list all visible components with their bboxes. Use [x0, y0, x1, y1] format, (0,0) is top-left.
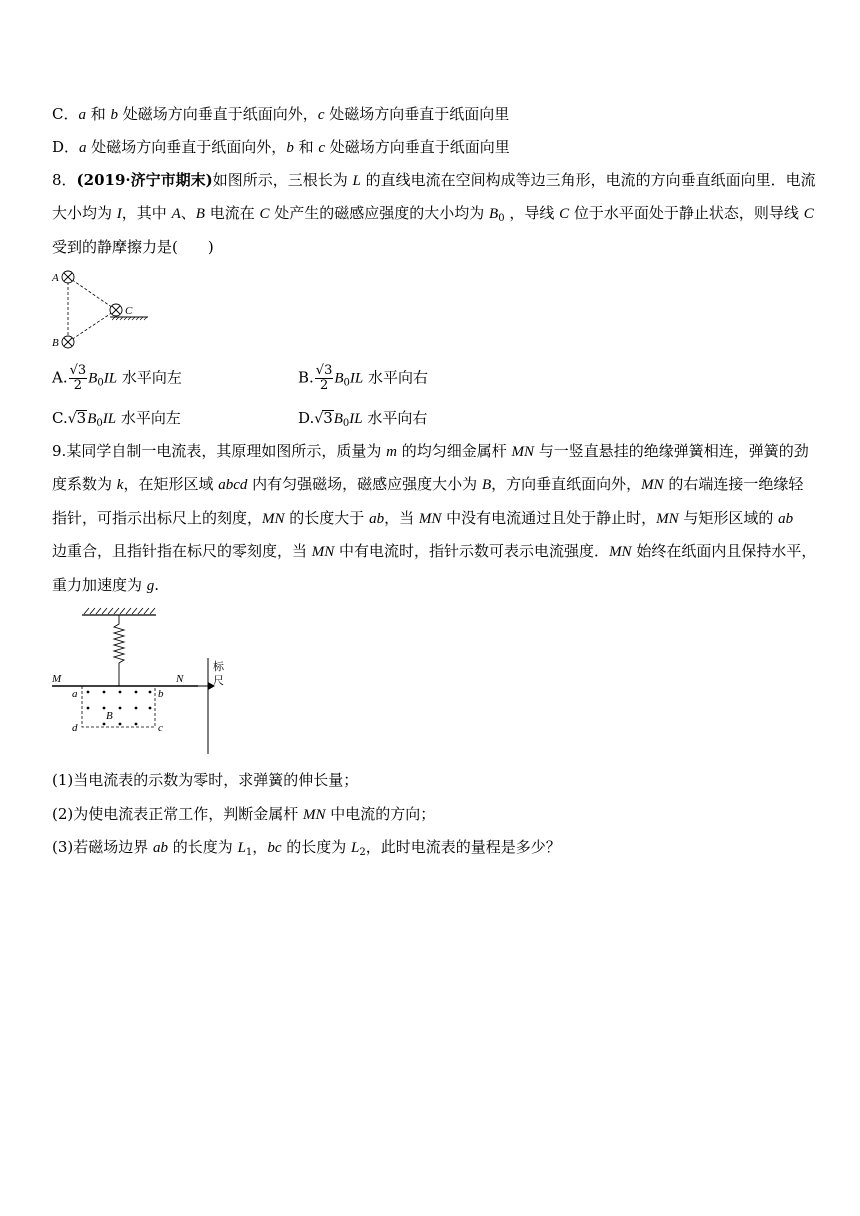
q9-line-2: 度系数为 k，在矩形区域 abcd 内有匀强磁场，磁感应强度大小为 B，方向垂直纸面向外，MN 的右端连接一绝缘轻: [52, 475, 804, 493]
q9-line-4: 边重合，且指针指在标尺的零刻度，当 MN 中有电流时，指针示数可表示电流强度．MN 始终在纸面内且保持水平，: [52, 542, 817, 560]
scale-label-2: 尺: [213, 675, 224, 687]
q9-sub-2: (2)为使电流表正常工作，判断金属杆 MN 中电流的方向；: [52, 805, 436, 823]
q8-option-b[interactable]: B. $\frac{√3}{2}$ $B_0IL$ 水平向右: [298, 363, 429, 393]
field-dots-icon: [87, 691, 152, 726]
q7-option-c: C．a 和 b 处磁场方向垂直于纸面向外，c 处磁场方向垂直于纸面向里: [52, 105, 510, 123]
q9-line-3: 指针，可指示出标尺上的刻度，MN 的长度大于 ab，当 MN 中没有电流通过且处于静止时，MN 与矩形区域的 ab: [52, 509, 794, 527]
q9-sub-1: (1)当电流表的示数为零时，求弹簧的伸长量；: [52, 771, 359, 789]
label-b: B: [52, 337, 59, 349]
label-a: a: [72, 688, 78, 700]
q8-line-3: 受到的静摩擦力是( ): [52, 238, 214, 256]
q7-option-d: D．a 处磁场方向垂直于纸面向外，b 和 c 处磁场方向垂直于纸面向里: [52, 138, 510, 156]
wire-b-icon: [62, 336, 74, 348]
q8-option-c[interactable]: $C.√3B_0IL$ 水平向左: [52, 409, 181, 429]
q8-triangle-figure: [50, 264, 160, 354]
label-field-b: B: [106, 710, 113, 722]
q9-line-1: 9.某同学自制一电流表，其原理如图所示，质量为 m 的均匀细金属杆 MN 与一竖直悬挂的绝缘弹簧相连，弹簧的劲: [52, 442, 809, 460]
q9-ammeter-figure: [48, 600, 238, 758]
field-region: [82, 686, 155, 727]
q8-line-1: 8．(2019·济宁市期末)如图所示，三根长为 L 的直线电流在空间构成等边三角形，电流的方向垂直纸面向里．电流: [52, 171, 816, 189]
spring-icon: [114, 615, 124, 686]
label-c: C: [125, 305, 133, 317]
wire-a-icon: [62, 271, 74, 283]
q9-line-5: 重力加速度为 g.: [52, 576, 160, 594]
label-m: M: [52, 673, 62, 685]
label-a: A: [52, 272, 59, 284]
label-d: d: [72, 722, 78, 734]
q8-source: (2019·济宁市期末): [76, 171, 213, 189]
scale-label-1: 标: [213, 661, 224, 673]
label-n: N: [176, 673, 184, 685]
q9-sub-3: (3)若磁场边界 ab 的长度为 $L_1$，bc 的长度为 $L_2$，此时电流表的量程是多少？: [52, 838, 561, 858]
q8-option-a[interactable]: A. $\frac{√3}{2}$ $B_0IL$ 水平向左: [52, 363, 182, 393]
label-b: b: [158, 688, 164, 700]
label-c: c: [158, 722, 163, 734]
q8-line-2: 大小均为 I，其中 A、B 电流在 C 处产生的磁感应强度的大小均为 $B_0$ ，导线 C 位于水平面处于静止状态，则导线 C: [52, 204, 814, 224]
wire-c-icon: [110, 304, 122, 316]
q8-option-d[interactable]: $D.√3B_0IL$ 水平向右: [298, 409, 428, 429]
